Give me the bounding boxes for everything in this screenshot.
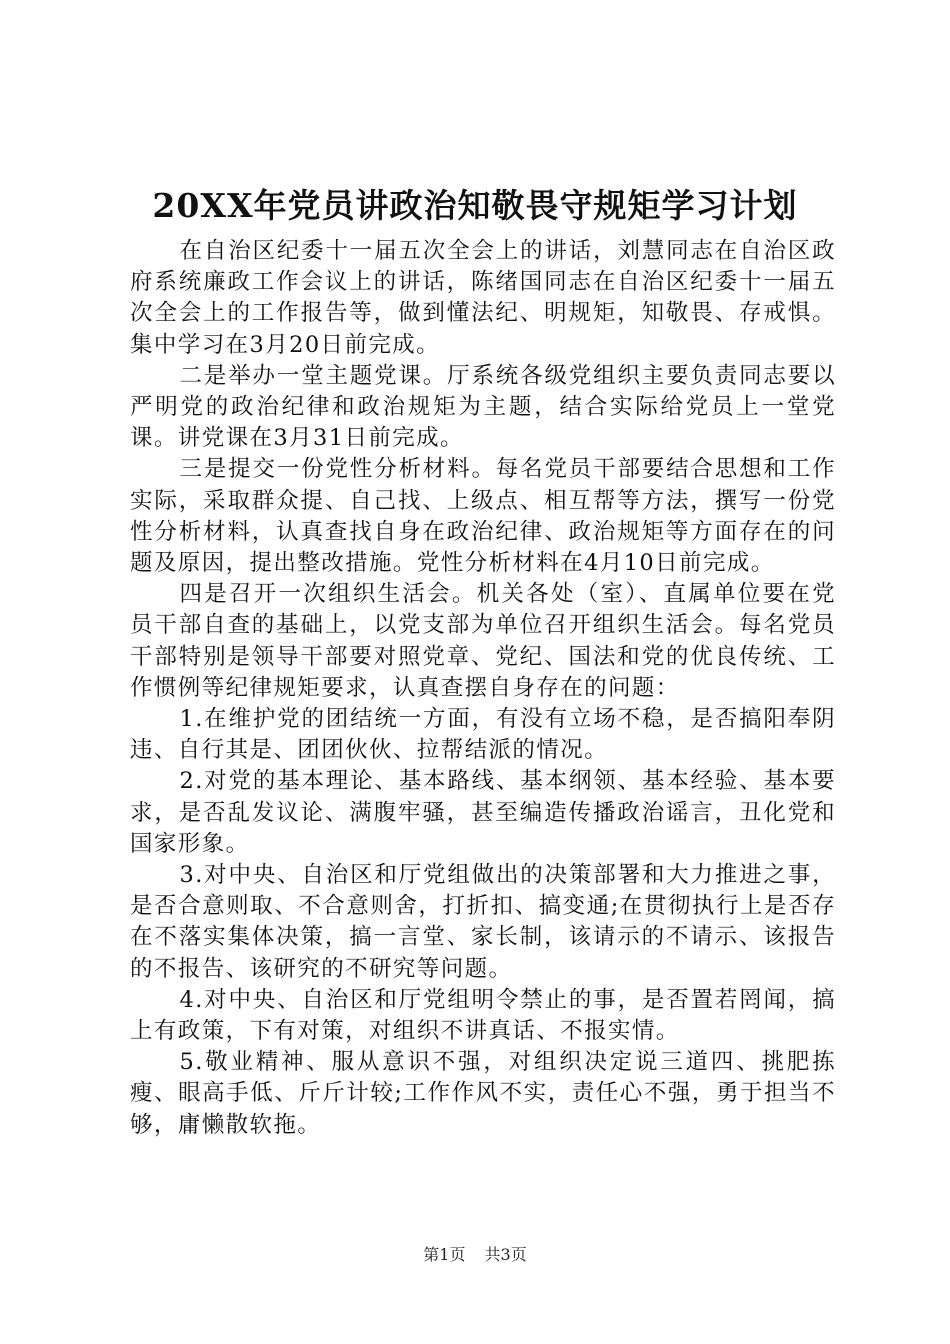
paragraph: 1.在维护党的团结统一方面，有没有立场不稳，是否搞阳奉阴违、自行其是、团团伙伙、拉帮结派的情况。 bbox=[130, 706, 836, 764]
paragraph: 二是举办一堂主题党课。厅系统各级党组织主要负责同志要以严明党的政治纪律和政治规矩为主题，结合实际给党员上一堂党课。讲党课在3月31日前完成。 bbox=[130, 362, 836, 452]
paragraph: 3.对中央、自治区和厅党组做出的决策部署和大力推进之事，是否合意则取、不合意则舍，打折扣、搞变通;在贯彻执行上是否存在不落实集体决策，搞一言堂、家长制，该请示的不请示、该报告的不报告、该研究的不研究等问题。 bbox=[130, 862, 836, 982]
paragraph: 2.对党的基本理论、基本路线、基本纲领、基本经验、基本要求，是否乱发议论、满腹牢骚，甚至编造传播政治谣言，丑化党和国家形象。 bbox=[130, 768, 836, 857]
paragraph: 三是提交一份党性分析材料。每名党员干部要结合思想和工作实际，采取群众提、自己找、上级点、相互帮等方法，撰写一份党性分析材料，认真查找自身在政治纪律、政治规矩等方面存在的问题及原因，提出整改措施。党性分析材料在4月10日前完成。 bbox=[130, 456, 836, 577]
paragraph: 四是召开一次组织生活会。机关各处（室）、直属单位要在党员干部自查的基础上，以党支部为单位召开组织生活会。每名党员干部特别是领导干部要对照党章、党纪、国法和党的优良传统、工作惯例等纪律规矩要求，认真查摆自身存在的问题： bbox=[130, 581, 836, 701]
page-total: 共3页 bbox=[484, 1245, 527, 1264]
paragraph: 4.对中央、自治区和厅党组明令禁止的事，是否置若罔闻，搞上有政策，下有对策，对组织不讲真话、不报实情。 bbox=[130, 986, 836, 1045]
document-title: 20XX年党员讲政治知敬畏守规矩学习计划 bbox=[152, 186, 798, 225]
page-number: 第1页 bbox=[423, 1245, 466, 1264]
document-body bbox=[130, 236, 836, 1141]
paragraph: 在自治区纪委十一届五次全会上的讲话，刘慧同志在自治区政府系统廉政工作会议上的讲话，陈绪国同志在自治区纪委十一届五次全会上的工作报告等，做到懂法纪、明规矩，知敬畏、存戒惧。集中学习在3月20日前完成。 bbox=[130, 238, 836, 358]
page-footer bbox=[0, 1244, 950, 1266]
paragraph: 5.敬业精神、服从意识不强，对组织决定说三道四、挑肥拣瘦、眼高手低、斤斤计较;工作作风不实，责任心不强，勇于担当不够，庸懒散软拖。 bbox=[130, 1049, 836, 1138]
